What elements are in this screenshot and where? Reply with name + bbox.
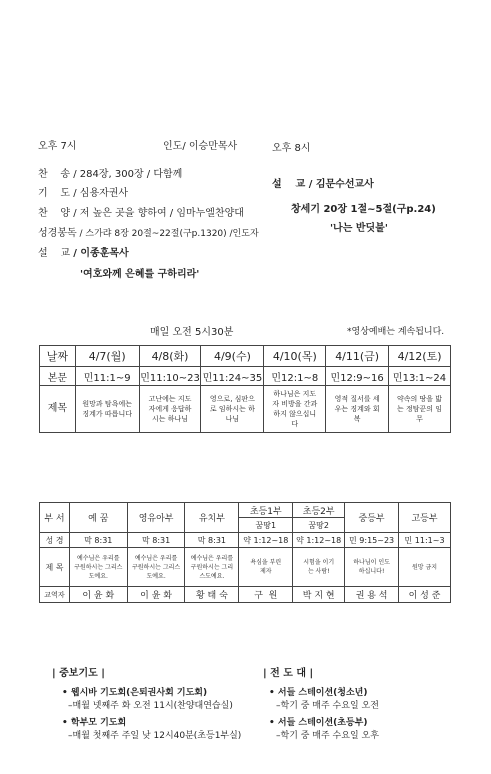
item-label: 설 교 bbox=[38, 248, 71, 259]
passage-cell: 민12:9~16 bbox=[326, 367, 389, 386]
teacher-cell: 이 윤 화 bbox=[127, 587, 185, 603]
header-cell: 4/10(목) bbox=[264, 346, 326, 367]
evangelism-item-detail: –학기 중 매주 수요일 오후 bbox=[276, 731, 379, 741]
table-row bbox=[40, 367, 451, 386]
item-text: / 저 높은 곳을 향하여 / 임마누엘찬양대 bbox=[73, 208, 244, 219]
row-label: 부 서 bbox=[40, 503, 70, 533]
evening8-passage: 창세기 20장 1절~5절(구p.24) bbox=[291, 204, 436, 215]
table-row bbox=[40, 503, 451, 518]
topic-cell: 원망 금지 bbox=[399, 548, 451, 587]
evening7-item bbox=[38, 184, 128, 199]
item-label: 찬 양 bbox=[38, 208, 71, 219]
teacher-cell: 박 지 현 bbox=[293, 587, 345, 603]
passage-cell: 민13:1~24 bbox=[389, 367, 451, 386]
evening7-item bbox=[38, 224, 259, 239]
teacher-cell: 황 태 숙 bbox=[185, 587, 239, 603]
passage-cell: 민11:1~9 bbox=[75, 367, 139, 386]
evening7-time: 오후 7시 bbox=[38, 141, 77, 152]
evening7-item bbox=[38, 165, 182, 180]
prayer-item-title: • 학부모 기도회 bbox=[62, 718, 127, 728]
prayer-item-detail: –매월 넷째주 화 오전 11시(찬양대연습실) bbox=[68, 701, 233, 711]
row-label: 성 경 bbox=[40, 533, 70, 548]
row-label: 교역자 bbox=[40, 587, 70, 603]
item-label: 기 도 bbox=[38, 188, 71, 199]
header-cell: 4/9(수) bbox=[201, 346, 264, 367]
teacher-cell: 구 원 bbox=[239, 587, 293, 603]
evangelism-item-detail: –학기 중 매주 수요일 오전 bbox=[276, 701, 379, 711]
verse-cell: 민 11:1~3 bbox=[399, 533, 451, 548]
topic-cell: 예수님은 우리를 구원하시는 그리스도예요. bbox=[127, 548, 185, 587]
verse-cell: 약 1:12~18 bbox=[293, 533, 345, 548]
evening8-preacher: 설 교 / 김문수선교사 bbox=[272, 179, 374, 190]
topic-cell: 욕심을 부린 제자 bbox=[239, 548, 293, 587]
dept-cell: 영유아부 bbox=[127, 503, 185, 533]
prayer-header: | 중보기도 | bbox=[52, 668, 105, 679]
dept-sub-cell: 꿈땅1 bbox=[239, 518, 293, 533]
dept-sub-cell: 꿈땅2 bbox=[293, 518, 345, 533]
item-text: / 284장, 300장 / 다함께 bbox=[73, 169, 183, 180]
topic-cell: 예수님은 우리를 구원하시는 그리스도예요. bbox=[185, 548, 239, 587]
verse-cell: 약 1:12~18 bbox=[239, 533, 293, 548]
table-row bbox=[40, 548, 451, 587]
daily-title: 매일 오전 5시30분 bbox=[150, 327, 234, 338]
header-cell: 4/11(금) bbox=[326, 346, 389, 367]
row-label: 제 목 bbox=[40, 548, 70, 587]
item-label: 성경봉독 bbox=[38, 228, 77, 239]
dept-cell: 고등부 bbox=[399, 503, 451, 533]
verse-cell: 막 8:31 bbox=[69, 533, 127, 548]
topic-cell: 시험을 이기는 사람! bbox=[293, 548, 345, 587]
dept-cell: 초등1부 bbox=[239, 503, 293, 518]
table-row bbox=[40, 587, 451, 603]
table-row bbox=[40, 386, 451, 433]
evening8-sermon-title: '나는 반딧불' bbox=[330, 223, 388, 234]
teacher-cell: 이 윤 화 bbox=[69, 587, 127, 603]
dept-cell: 예 꿈 bbox=[69, 503, 127, 533]
evening7-leader: 인도/ 이승만목사 bbox=[163, 141, 238, 152]
evening8-time: 오후 8시 bbox=[272, 143, 311, 154]
title-cell: 영적 질서를 세우는 징계와 회복 bbox=[326, 386, 389, 433]
header-cell: 날짜 bbox=[40, 346, 76, 367]
header-cell: 4/12(토) bbox=[389, 346, 451, 367]
evening7-item bbox=[38, 204, 244, 219]
item-text: / 이종훈목사 bbox=[73, 248, 129, 259]
topic-cell: 하나님이 인도하십니다! bbox=[345, 548, 399, 587]
daily-note: *영상예배는 계속됩니다. bbox=[347, 327, 445, 337]
school-schedule-table bbox=[39, 502, 451, 603]
title-cell: 고난에는 지도자에게 응답하시는 하나님 bbox=[139, 386, 201, 433]
topic-cell: 예수님은 우리를 구원하시는 그리스도예요. bbox=[69, 548, 127, 587]
teacher-cell: 권 용 석 bbox=[345, 587, 399, 603]
verse-cell: 막 8:31 bbox=[127, 533, 185, 548]
row-label: 본문 bbox=[40, 367, 76, 386]
teacher-cell: 이 성 준 bbox=[399, 587, 451, 603]
verse-cell: 민 9:15~23 bbox=[345, 533, 399, 548]
table-row bbox=[40, 346, 451, 367]
header-cell: 4/7(월) bbox=[75, 346, 139, 367]
evangelism-item-title: • 서들 스테이션(초등부) bbox=[269, 718, 368, 728]
passage-cell: 민11:10~23 bbox=[139, 367, 201, 386]
item-text: / 스가랴 8장 20절~22절(구p.1320) /인도자 bbox=[79, 229, 259, 239]
evening7-sermon-title: '여호와께 은혜를 구하리라' bbox=[80, 269, 200, 280]
title-cell: 약속의 땅을 밟는 정탐꾼의 임무 bbox=[389, 386, 451, 433]
row-label: 제목 bbox=[40, 386, 76, 433]
daily-schedule-table bbox=[39, 345, 451, 433]
table-row bbox=[40, 533, 451, 548]
dept-cell: 초등2부 bbox=[293, 503, 345, 518]
evening7-item bbox=[38, 244, 129, 259]
prayer-item-title: • 웹시바 기도회(은퇴권사회 기도회) bbox=[62, 688, 208, 698]
item-text: / 심용자권사 bbox=[73, 188, 129, 199]
passage-cell: 민12:1~8 bbox=[264, 367, 326, 386]
dept-cell: 유치부 bbox=[185, 503, 239, 533]
title-cell: 하나님은 지도자 비방을 간과하지 않으십니다 bbox=[264, 386, 326, 433]
item-label: 찬 송 bbox=[38, 169, 71, 180]
evangelism-item-title: • 서들 스테이션(청소년) bbox=[269, 688, 368, 698]
dept-cell: 중등부 bbox=[345, 503, 399, 533]
title-cell: 영으로, 심판으로 임하시는 하나님 bbox=[201, 386, 264, 433]
evangelism-header: | 전 도 대 | bbox=[263, 668, 314, 679]
title-cell: 원망과 탐욕에는 징계가 따릅니다 bbox=[75, 386, 139, 433]
header-cell: 4/8(화) bbox=[139, 346, 201, 367]
passage-cell: 민11:24~35 bbox=[201, 367, 264, 386]
prayer-item-detail: –매월 첫째주 주일 낮 12시40분(초등1부실) bbox=[68, 731, 242, 741]
verse-cell: 막 8:31 bbox=[185, 533, 239, 548]
